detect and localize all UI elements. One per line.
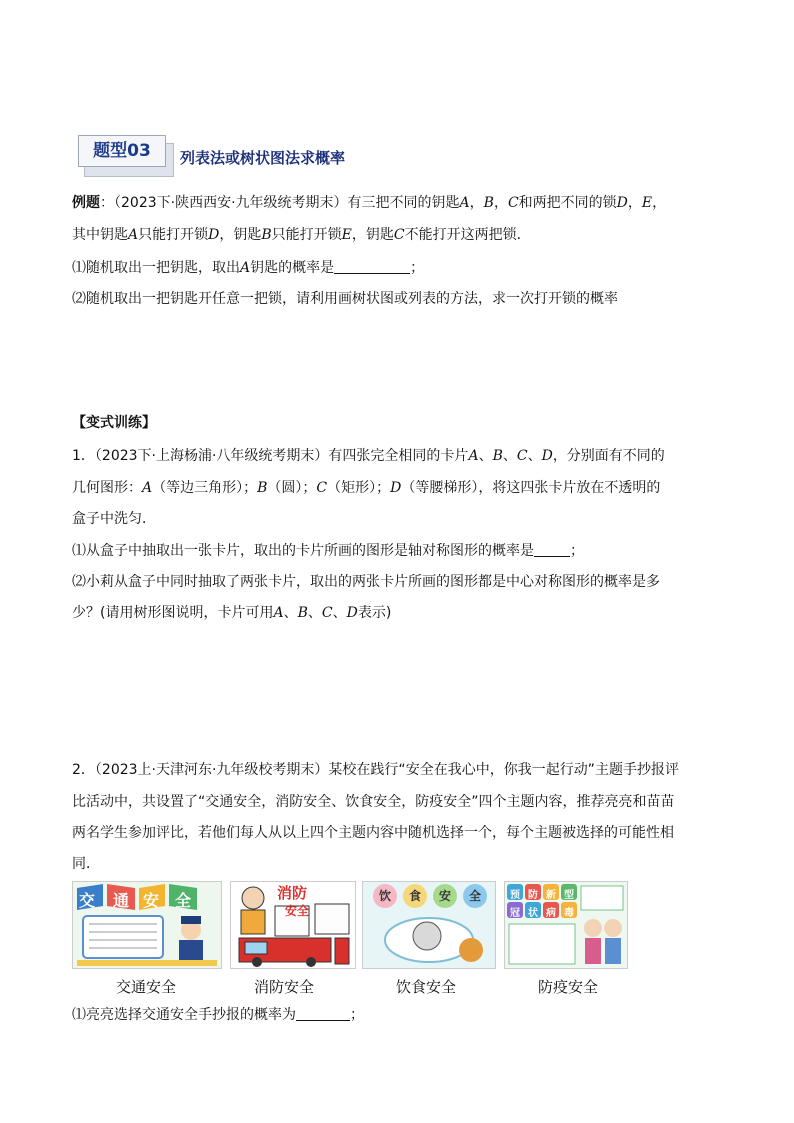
- example-question-1: ⑴随机取出一把钥匙，取出A钥匙的概率是 ；: [72, 260, 425, 276]
- problem2-line-2: 比活动中，共设置了“交通安全，消防安全、饮食安全，防疫安全”四个主题内容，推荐亮亮和苗苗: [72, 794, 675, 810]
- poster-traffic-char-3: 安: [143, 891, 160, 910]
- poster-epidemic-char-8: 毒: [564, 908, 574, 919]
- poster-epidemic-char-6: 状: [528, 908, 538, 919]
- poster-caption-food: 饮食安全: [395, 978, 456, 996]
- poster-fire-title-2: 安全: [285, 904, 310, 918]
- poster-caption-epidemic: 防疫安全: [537, 978, 598, 996]
- problem2-line-3: 两名学生参加评比，若他们每人从以上四个主题内容中随机选择一个，每个主题被选择的可能性相: [72, 825, 674, 841]
- poster-epidemic-char-2: 防: [528, 890, 538, 901]
- badge-label: 题型03: [78, 135, 166, 167]
- poster-food-char-2: 食: [409, 889, 422, 903]
- problem1-line-2: 几何图形：A（等边三角形）；B（圆）；C（矩形）；D（等腰梯形），将这四张卡片放在不透明的: [72, 480, 661, 496]
- poster-food-safety: [362, 881, 496, 969]
- poster-fire-safety: [230, 881, 356, 969]
- answer-blank[interactable]: [534, 542, 570, 557]
- poster-traffic-safety: [72, 881, 222, 969]
- section-badge: [78, 135, 174, 175]
- example-line-1: 例题：（2023下·陕西西安·九年级统考期末）有三把不同的钥匙A，B，C和两把不同的锁D，E，: [72, 195, 667, 211]
- problem2-question-1: ⑴亮亮选择交通安全手抄报的概率为 ；: [72, 1007, 364, 1023]
- problem2-line-4: 同．: [72, 856, 100, 872]
- problem1-line-3: 盒子中洗匀．: [72, 511, 156, 527]
- example-question-2: ⑵随机取出一把钥匙开任意一把锁，请利用画树状图或列表的方法，求一次打开锁的概率: [72, 291, 618, 307]
- example-line-2: 其中钥匙A只能打开锁D，钥匙B只能打开锁E，钥匙C不能打开这两把锁．: [72, 227, 531, 243]
- poster-epidemic-char-3: 新: [546, 890, 556, 901]
- poster-epidemic-char-7: 病: [546, 908, 556, 919]
- problem1-question-1: ⑴从盒子中抽取出一张卡片，取出的卡片所画的图形是轴对称图形的概率是 ；: [72, 543, 584, 559]
- poster-food-char-3: 安: [439, 889, 452, 903]
- poster-traffic-char-4: 全: [175, 891, 192, 910]
- answer-blank[interactable]: [334, 259, 410, 274]
- problem1-question-2-line-2: 少？(请用树形图说明，卡片可用A、B、C、D表示): [72, 605, 392, 621]
- poster-epidemic-safety: [504, 881, 628, 969]
- poster-caption-traffic: 交通安全: [115, 978, 176, 996]
- problem2-line-1: 2．（2023上·天津河东·九年级校考期末）某校在践行“安全在我心中，你我一起行动”主题手抄报评: [72, 762, 679, 778]
- poster-traffic-char-1: 交: [79, 891, 96, 910]
- variant-heading: 【变式训练】: [72, 415, 156, 431]
- problem1-question-2-line-1: ⑵小莉从盒子中同时抽取了两张卡片，取出的两张卡片所画的图形都是中心对称图形的概率是多: [72, 574, 660, 590]
- poster-fire-title-1: 消防: [277, 884, 308, 902]
- answer-blank[interactable]: [296, 1006, 350, 1021]
- poster-epidemic-char-4: 型: [564, 890, 574, 901]
- poster-traffic-char-2: 通: [113, 891, 130, 910]
- section-title: 列表法或树状图法求概率: [180, 149, 346, 167]
- poster-food-char-1: 饮: [379, 889, 392, 903]
- poster-caption-fire: 消防安全: [253, 978, 314, 996]
- poster-epidemic-char-5: 冠: [510, 908, 520, 919]
- poster-food-char-4: 全: [469, 889, 482, 903]
- problem1-line-1: 1．（2023下·上海杨浦·八年级统考期末）有四张完全相同的卡片A、B、C、D，分别面有不同的: [72, 448, 665, 464]
- poster-epidemic-char-1: 预: [510, 890, 520, 901]
- example-label: 例题: [72, 195, 100, 211]
